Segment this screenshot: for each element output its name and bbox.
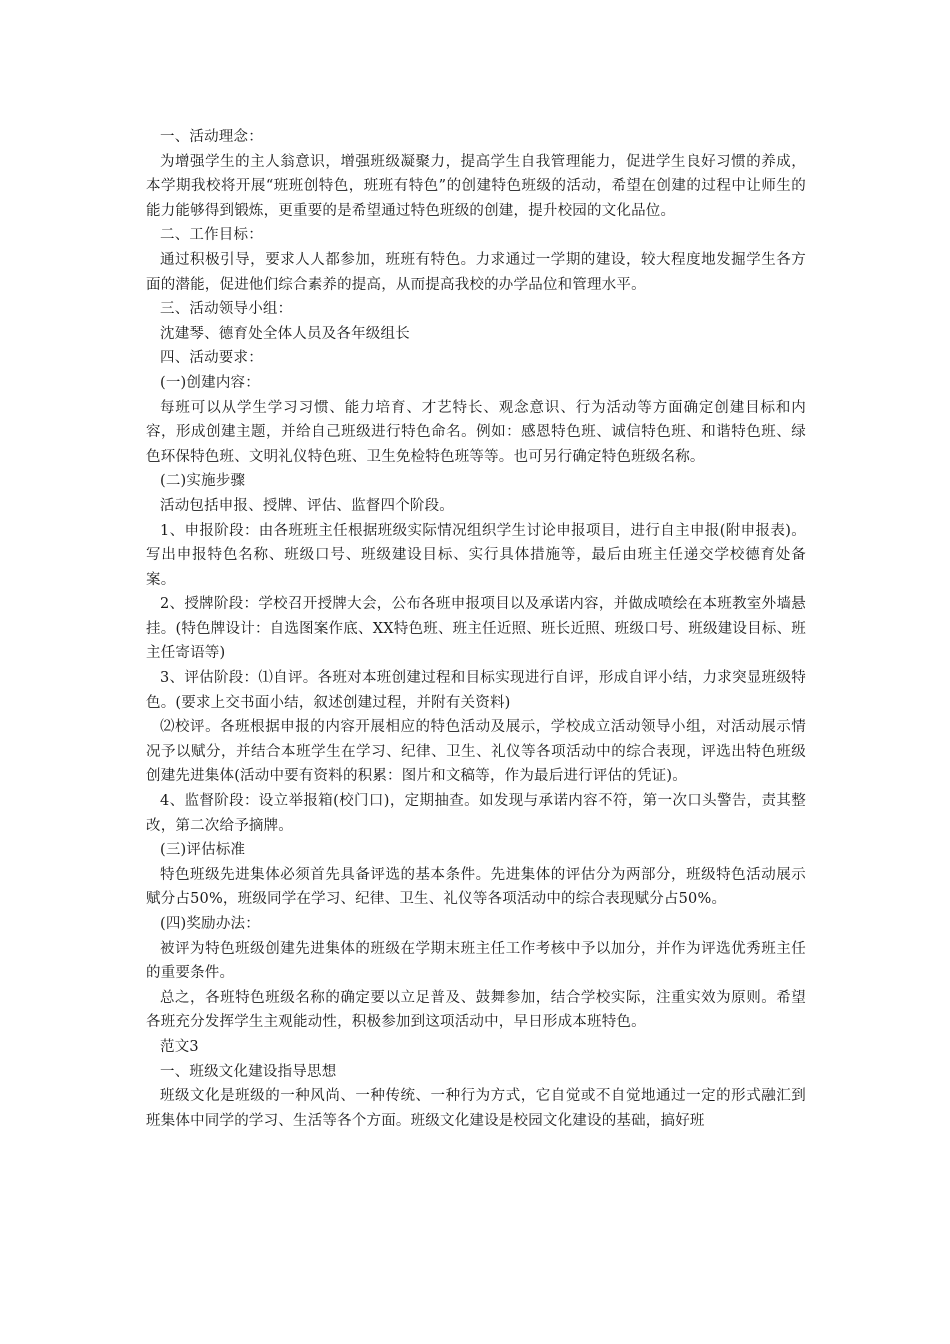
- heading-class-culture-guidance: 一、班级文化建设指导思想: [160, 1063, 337, 1080]
- paragraph-stage-application: 1、申报阶段：由各班班主任根据班级实际情况组织学生讨论申报项目，进行自主申报(附申报表)。写出申报特色名称、班级口号、班级建设目标、实行具体措施等，最后由班主任递交学校德育处备案。: [146, 522, 806, 588]
- document-body: [146, 125, 806, 1133]
- subheading-assessment-criteria: (三)评估标准: [160, 842, 246, 859]
- subheading-implementation-steps: (二)实施步骤: [160, 473, 246, 490]
- heading-sample-3: 范文3: [160, 1038, 199, 1055]
- paragraph-stage-assessment: 3、评估阶段：⑴自评。各班对本班创建过程和目标实现进行自评，形成自评小结，力求突显班级特色。(要求上交书面小结，叙述创建过程，并附有关资料): [146, 670, 806, 711]
- paragraph-creation-content: 每班可以从学生学习习惯、能力培育、才艺特长、观念意识、行为活动等方面确定创建目标和内容，形成创建主题，并给自己班级进行特色命名。例如：感恩特色班、诚信特色班、和谐特色班、绿色环保特色班、文明礼仪特色班、卫生免检特色班等等。也可另行确定特色班级名称。: [146, 399, 806, 465]
- heading-leadership-group: 三、活动领导小组：: [160, 301, 293, 318]
- heading-activity-concept: 一、活动理念：: [160, 129, 263, 145]
- paragraph-stage-award: 2、授牌阶段：学校召开授牌大会，公布各班申报项目以及承诺内容，并做成喷绘在本班教室外墙悬挂。(特色牌设计：自选图案作底、XX特色班、班主任近照、班长近照、班级口号、班级建设目标、班主任寄语等): [146, 596, 806, 662]
- paragraph-rewards: 被评为特色班级创建先进集体的班级在学期末班主任工作考核中予以加分，并作为评选优秀班主任的重要条件。: [146, 940, 806, 982]
- heading-activity-requirements: 四、活动要求：: [160, 350, 263, 367]
- paragraph-conclusion: 总之，各班特色班级名称的确定要以立足普及、鼓舞参加，结合学校实际，注重实效为原则。希望各班充分发挥学生主观能动性，积极参加到这项活动中，早日形成本班特色。: [146, 989, 806, 1031]
- paragraph-work-goals: 通过积极引导，要求人人都参加，班班有特色。力求通过一学期的建设，较大程度地发掘学生各方面的潜能，促进他们综合素养的提高，从而提高我校的办学品位和管理水平。: [146, 251, 806, 293]
- paragraph-assessment-criteria: 特色班级先进集体必须首先具备评选的基本条件。先进集体的评估分为两部分，班级特色活动展示赋分占50%，班级同学在学习、纪律、卫生、礼仪等各项活动中的综合表现赋分占50%。: [146, 866, 806, 908]
- paragraph-four-stages: 活动包括申报、授牌、评估、监督四个阶段。: [160, 497, 454, 514]
- heading-work-goals: 二、工作目标：: [160, 227, 263, 244]
- paragraph-school-assessment: ⑵校评。各班根据申报的内容开展相应的特色活动及展示，学校成立活动领导小组，对活动展示情况予以赋分，并结合本班学生在学习、纪律、卫生、礼仪等各项活动中的综合表现，评选出特色班级创建先进集体(活动中要有资料的积累：图片和文稿等，作为最后进行评估的凭证)。: [146, 719, 806, 785]
- paragraph-leadership-group: 沈建琴、德育处全体人员及各年级组长: [160, 325, 410, 342]
- paragraph-stage-supervision: 4、监督阶段：设立举报箱(校门口)，定期抽查。如发现与承诺内容不符，第一次口头警告，责其整改，第二次给予摘牌。: [146, 793, 806, 834]
- paragraph-activity-concept: 为增强学生的主人翁意识，增强班级凝聚力，提高学生自我管理能力，促进学生良好习惯的养成，本学期我校将开展“班班创特色，班班有特色”的创建特色班级的活动，希望在创建的过程中让师生的能力能够得到锻炼，更重要的是希望通过特色班级的创建，提升校园的文化品位。: [146, 153, 806, 219]
- subheading-creation-content: (一)创建内容：: [160, 374, 260, 391]
- paragraph-class-culture: 班级文化是班级的一种风尚、一种传统、一种行为方式，它自觉或不自觉地通过一定的形式融汇到班集体中同学的学习、生活等各个方面。班级文化建设是校园文化建设的基础，搞好班: [146, 1088, 806, 1129]
- subheading-rewards: (四)奖励办法：: [160, 916, 260, 932]
